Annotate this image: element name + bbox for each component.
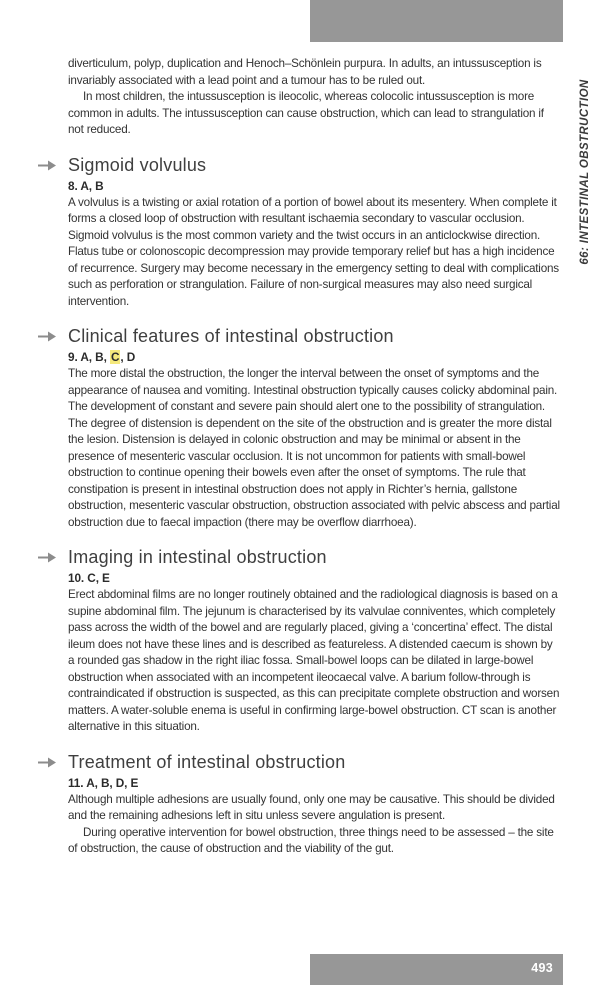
highlighted-answer-letter: C xyxy=(110,350,120,364)
section-imaging xyxy=(68,547,560,736)
answer-key xyxy=(68,179,560,193)
answer-text: 8. A, B xyxy=(68,178,104,193)
answer-key xyxy=(68,776,560,790)
section-paragraph: Erect abdominal films are no longer routinely obtained and the radiological diagnosis is based on a supine abdominal film. The jejunum is characterised by its valvulae conniventes, which completely pass across the width of the bowel and are regularly placed, giving a ‘concertina’ effect. The distal ileum does not have these lines and is described as featureless. A distended caecum is shown by a rounded gas shadow in the right iliac fossa. Small-bowel loops can be dilated in large-bowel obstruction when associated with an incompetent ileocaecal valve. A barium follow-through is contraindicated if obstruction is suspected, as this can precipitate complete obstruction and worsen matters. A water-soluble enema is useful in confirming large-bowel obstruction. CT scan is another alternative in this situation. xyxy=(68,588,560,733)
section-paragraph: Although multiple adhesions are usually found, only one may be causative. This should be divided and the remaining adhesions left in situ unless severe angulation is present. xyxy=(68,792,555,822)
section-paragraph: During operative intervention for bowel obstruction, three things need to be assessed – the site of obstruction, the cause of obstruction and the viability of the gut. xyxy=(68,825,554,855)
section-paragraph: A volvulus is a twisting or axial rotation of a portion of bowel about its mesentery. When complete it forms a closed loop of obstruction with resultant ischaemia secondary to vascular occlusion. Sigmoid volvulus is the most common variety and the twist occurs in an anticlockwise direction. Flatus tube or colonoscopic decompression may provide temporary relief but has a high incidence of recurrence. Surgery may become necessary in the emergency setting to deal with complications such as perforation or strangulation. Failure of non-surgical measures may also need surgical intervention. xyxy=(68,195,559,308)
section-clinical-features xyxy=(68,326,560,531)
answer-key xyxy=(68,350,560,364)
section-paragraph: The more distal the obstruction, the longer the interval between the onset of symptoms and the appearance of nausea and vomiting. Intestinal obstruction typically causes colicky abdominal pain. The development of constant and severe pain should alert one to the possibility of strangulation. The degree of distension is dependent on the site of the obstruction and is greater the more distal the lesion. Distension is delayed in colonic obstruction and may be minimal or absent in the presence of mesenteric vascular occlusion. It is not uncommon for patients with small-bowel obstruction to continue opening their bowels even after the onset of symptoms. The rule that constipation is present in intestinal obstruction does not apply in Richter’s hernia, gallstone obstruction, mesenteric vascular obstruction, obstruction associated with pelvic abscess and partial obstruction due to faecal impaction (there may be overflow diarrhoea). xyxy=(68,367,560,529)
section-heading xyxy=(68,155,560,176)
arrow-icon xyxy=(38,331,68,342)
section-heading xyxy=(68,326,560,347)
section-title: Sigmoid volvulus xyxy=(68,154,207,175)
arrow-icon xyxy=(38,160,68,171)
section-title: Imaging in intestinal obstruction xyxy=(68,547,327,567)
answer-text: 10. C, E xyxy=(68,571,110,585)
answer-text: 11. A, B, D, E xyxy=(68,775,139,790)
section-treatment xyxy=(68,752,560,858)
section-heading xyxy=(68,752,560,773)
arrow-icon xyxy=(38,552,68,563)
arrow-icon xyxy=(38,757,68,768)
section-title: Clinical features of intestinal obstruction xyxy=(68,326,394,346)
footer-bar xyxy=(310,954,563,985)
section-heading xyxy=(68,547,560,568)
answer-text: , D xyxy=(120,350,136,364)
chapter-sidebar-label xyxy=(572,52,598,292)
intro-paragraph-2: In most children, the intussusception is ileocolic, whereas colocolic intussusception is more common in adults. The intussusception can cause obstruction, which can lead to strangulation if not reduced. xyxy=(68,90,544,136)
answer-key xyxy=(68,571,560,585)
intro-paragraph-1: diverticulum, polyp, duplication and Henoch–Schönlein purpura. In adults, an intussusception is invariably associated with a lead point and a tumour has to be ruled out. xyxy=(68,57,542,87)
header-bar xyxy=(310,0,563,42)
answer-text: 9. A, B, xyxy=(68,350,110,364)
section-sigmoid-volvulus xyxy=(68,155,560,311)
section-title: Treatment of intestinal obstruction xyxy=(68,751,346,772)
page-number: 493 xyxy=(531,961,553,975)
chapter-sidebar-label-text: 66: INTESTINAL OBSTRUCTION xyxy=(579,79,591,265)
page-content xyxy=(68,56,560,858)
